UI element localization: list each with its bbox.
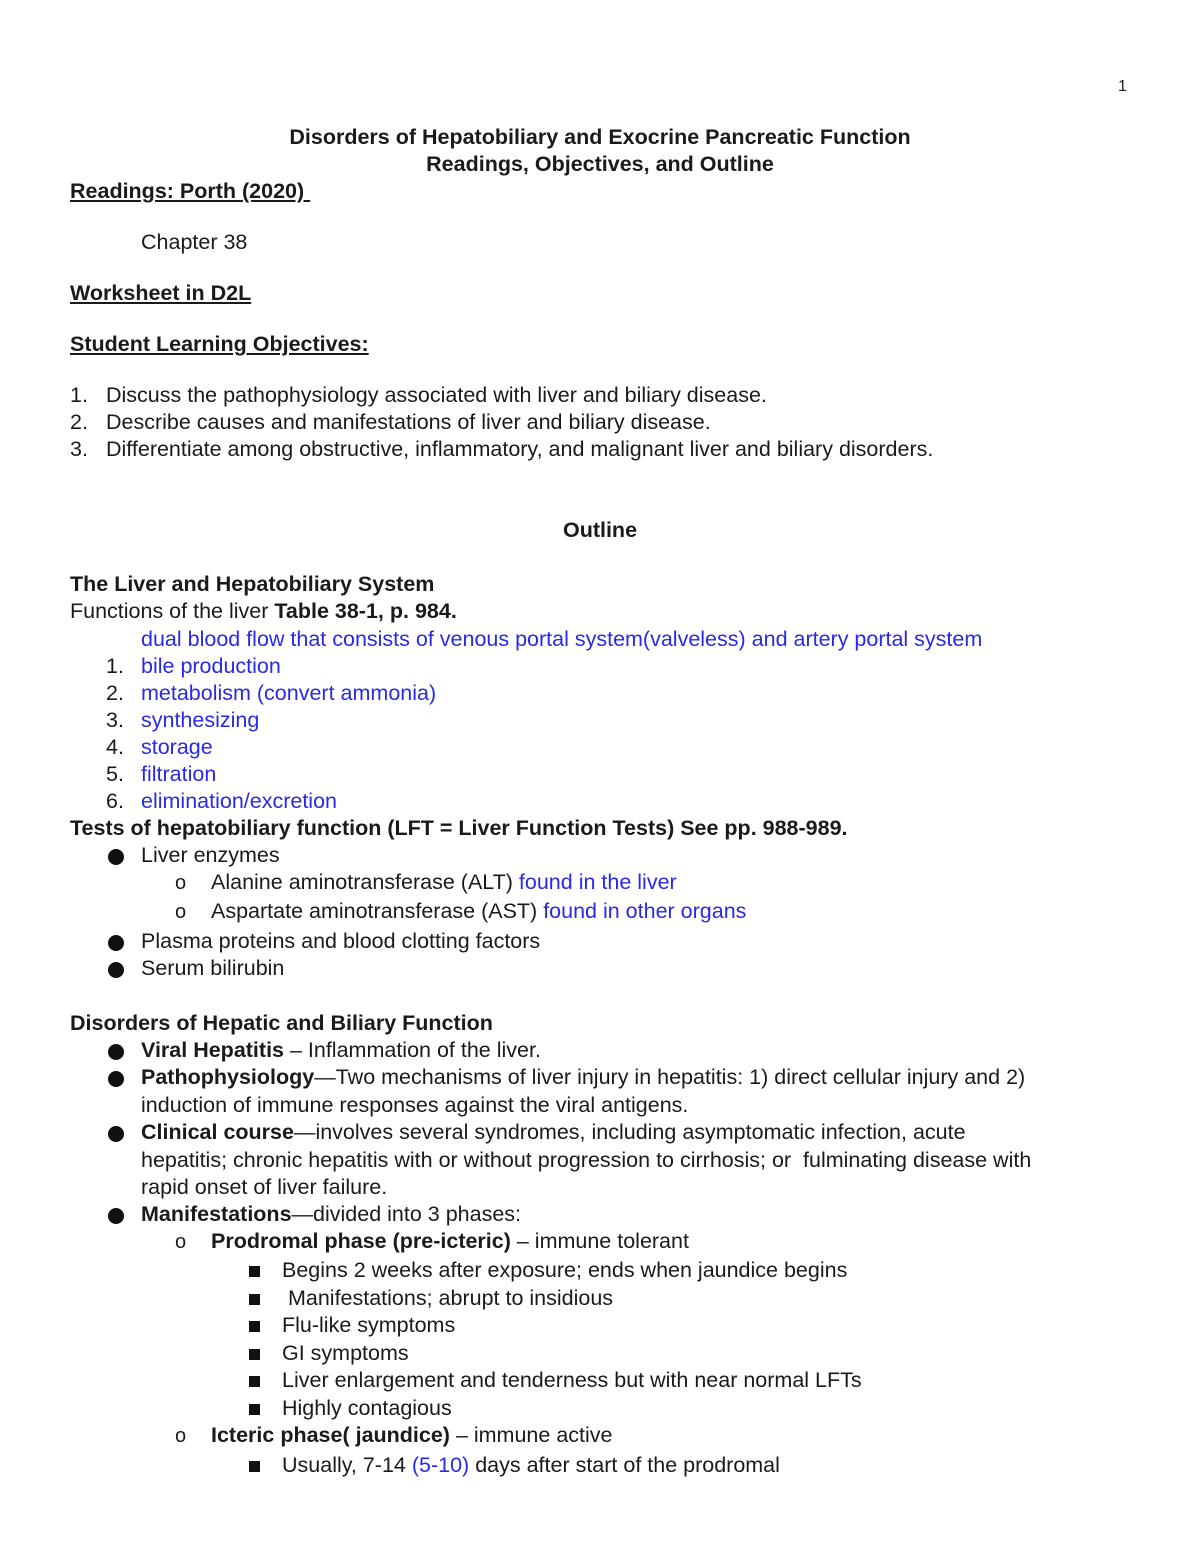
objective-item: Differentiate among obstructive, inflammatory, and malignant liver and biliary disorders. bbox=[106, 437, 934, 461]
function-number: 4. bbox=[106, 735, 124, 759]
readings-heading: Readings: Porth (2020) bbox=[70, 179, 311, 203]
objective-item: Describe causes and manifestations of liver and biliary disease. bbox=[106, 410, 711, 434]
function-item: metabolism (convert ammonia) bbox=[141, 681, 437, 705]
function-item: filtration bbox=[141, 762, 217, 786]
function-number: 5. bbox=[106, 762, 124, 786]
prodromal-phase-item bbox=[211, 1231, 689, 1253]
ast-note: found in other organs bbox=[543, 899, 747, 923]
function-number: 2. bbox=[106, 681, 124, 705]
square-bullet-icon bbox=[249, 1294, 260, 1305]
square-bullet-icon bbox=[249, 1266, 260, 1277]
objectives-heading: Student Learning Objectives: bbox=[70, 332, 369, 356]
bullet-icon bbox=[108, 1071, 124, 1087]
manifestations-text: —divided into 3 phases: bbox=[291, 1202, 522, 1226]
bullet-icon bbox=[108, 962, 124, 978]
pathophysiology-text: —Two mechanisms of liver injury in hepatitis: 1) direct cellular injury and 2) bbox=[314, 1065, 1026, 1089]
square-bullet-icon bbox=[249, 1461, 260, 1472]
pathophysiology-text-cont: induction of immune responses against the viral antigens. bbox=[141, 1093, 689, 1117]
viral-hepatitis-label: Viral Hepatitis bbox=[141, 1038, 284, 1062]
objective-number: 2. bbox=[70, 410, 88, 434]
function-item: storage bbox=[141, 735, 213, 759]
liver-functions-reference: Table 38-1, p. 984. bbox=[274, 599, 457, 623]
clinical-course-text-cont: hepatitis; chronic hepatitis with or without progression to cirrhosis; or fulminating disease with bbox=[141, 1148, 1032, 1172]
circle-bullet-icon: o bbox=[175, 1231, 187, 1253]
liver-section-heading: The Liver and Hepatobiliary System bbox=[70, 572, 435, 596]
prodromal-item: Liver enlargement and tenderness but with near normal LFTs bbox=[282, 1368, 862, 1392]
alt-note: found in the liver bbox=[518, 870, 677, 894]
icteric-item bbox=[282, 1455, 780, 1477]
tests-heading: Tests of hepatobiliary function (LFT = Liver Function Tests) See pp. 988-989. bbox=[70, 816, 848, 840]
liver-functions-line bbox=[70, 601, 457, 623]
outline-heading: Outline bbox=[562, 518, 638, 542]
icteric-item-text: Usually, 7-14 bbox=[282, 1453, 412, 1477]
alt-text: Alanine aminotransferase (ALT) bbox=[211, 870, 519, 894]
circle-bullet-icon: o bbox=[175, 1425, 187, 1447]
viral-hepatitis-text: – Inflammation of the liver. bbox=[284, 1038, 541, 1062]
square-bullet-icon bbox=[249, 1349, 260, 1360]
pathophysiology-item bbox=[141, 1067, 1025, 1089]
prodromal-item: Manifestations; abrupt to insidious bbox=[282, 1286, 614, 1310]
function-item: synthesizing bbox=[141, 708, 260, 732]
liver-enzymes-item: Liver enzymes bbox=[141, 843, 280, 867]
bullet-icon bbox=[108, 1126, 124, 1142]
circle-bullet-icon: o bbox=[175, 872, 187, 894]
prodromal-item: Flu-like symptoms bbox=[282, 1313, 456, 1337]
prodromal-item: Begins 2 weeks after exposure; ends when jaundice begins bbox=[282, 1258, 848, 1282]
square-bullet-icon bbox=[249, 1376, 260, 1387]
prodromal-phase-text: – immune tolerant bbox=[510, 1229, 689, 1253]
objective-number: 1. bbox=[70, 383, 88, 407]
chapter-reference: Chapter 38 bbox=[141, 230, 248, 254]
clinical-course-text: —involves several syndromes, including asymptomatic infection, acute bbox=[293, 1120, 966, 1144]
ast-item bbox=[211, 901, 746, 923]
bullet-icon bbox=[108, 849, 124, 865]
bullet-icon bbox=[108, 1208, 124, 1224]
page-number: 1 bbox=[1118, 78, 1127, 95]
function-number: 3. bbox=[106, 708, 124, 732]
plasma-proteins-item: Plasma proteins and blood clotting factors bbox=[141, 929, 541, 953]
liver-functions-text: Functions of the liver bbox=[70, 599, 275, 623]
icteric-phase-label: Icteric phase( jaundice) bbox=[211, 1423, 450, 1447]
ast-text: Aspartate aminotransferase (AST) bbox=[211, 899, 544, 923]
clinical-course-text-cont: rapid onset of liver failure. bbox=[141, 1175, 388, 1199]
worksheet-heading: Worksheet in D2L bbox=[70, 281, 252, 305]
disorders-heading: Disorders of Hepatic and Biliary Function bbox=[70, 1011, 493, 1035]
function-number: 1. bbox=[106, 654, 124, 678]
viral-hepatitis-item bbox=[141, 1040, 541, 1062]
bullet-icon bbox=[108, 1044, 124, 1060]
function-number: 6. bbox=[106, 789, 124, 813]
serum-bilirubin-item: Serum bilirubin bbox=[141, 956, 285, 980]
prodromal-item: Highly contagious bbox=[282, 1396, 452, 1420]
bullet-icon bbox=[108, 935, 124, 951]
pathophysiology-label: Pathophysiology bbox=[141, 1065, 315, 1089]
icteric-phase-item bbox=[211, 1425, 612, 1447]
icteric-item-text-end: days after start of the prodromal bbox=[469, 1453, 780, 1477]
objective-item: Discuss the pathophysiology associated with liver and biliary disease. bbox=[106, 383, 767, 407]
circle-bullet-icon: o bbox=[175, 901, 187, 923]
square-bullet-icon bbox=[249, 1404, 260, 1415]
icteric-phase-text: – immune active bbox=[449, 1423, 613, 1447]
prodromal-phase-label: Prodromal phase (pre-icteric) bbox=[211, 1229, 511, 1253]
prodromal-item: GI symptoms bbox=[282, 1341, 409, 1365]
manifestations-label: Manifestations bbox=[141, 1202, 292, 1226]
manifestations-item bbox=[141, 1204, 521, 1226]
alt-item bbox=[211, 872, 677, 894]
clinical-course-item bbox=[141, 1122, 966, 1144]
objective-number: 3. bbox=[70, 437, 88, 461]
icteric-item-note: (5-10) bbox=[411, 1453, 470, 1477]
function-item: elimination/excretion bbox=[141, 789, 337, 813]
clinical-course-label: Clinical course bbox=[141, 1120, 294, 1144]
document-title: Disorders of Hepatobiliary and Exocrine Pancreatic Function bbox=[289, 125, 911, 149]
document-subtitle: Readings, Objectives, and Outline bbox=[426, 152, 774, 176]
dual-blood-flow-note: dual blood flow that consists of venous portal system(valveless) and artery portal system bbox=[141, 627, 983, 651]
square-bullet-icon bbox=[249, 1321, 260, 1332]
function-item: bile production bbox=[141, 654, 281, 678]
